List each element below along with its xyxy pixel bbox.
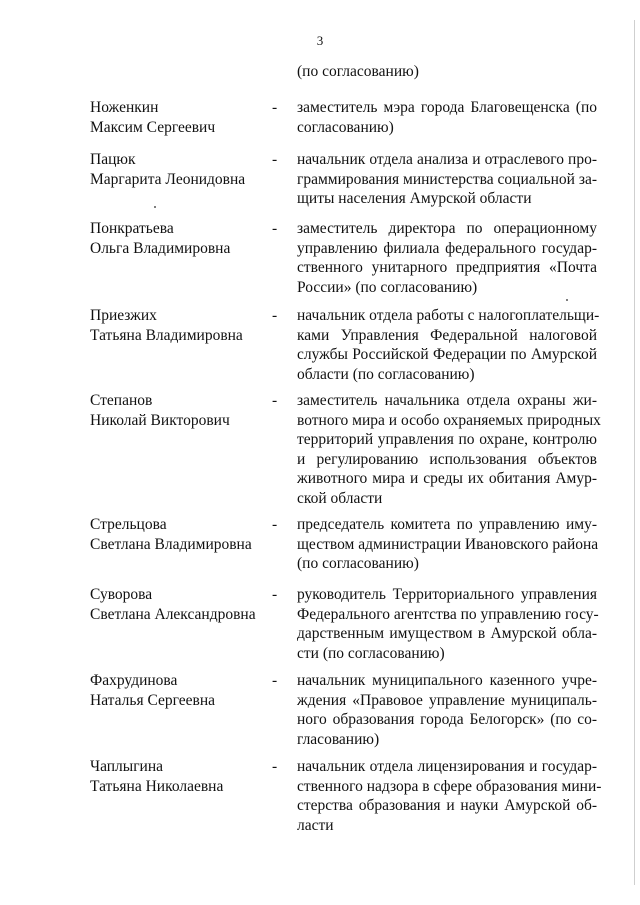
page-number: 3 xyxy=(316,33,324,48)
position-line: щиты населения Амурской области xyxy=(297,190,532,207)
position-line: председатель комитета по управлению иму- xyxy=(297,516,597,533)
member-surname: Приезжих xyxy=(90,307,157,324)
member-position xyxy=(297,757,602,835)
member-surname: Чаплыгина xyxy=(90,758,164,775)
position-line: вотного мира и особо охраняемых природных xyxy=(297,411,601,429)
separator-dash: - xyxy=(272,151,278,168)
position-line: начальник отдела работы с налогоплательщи- xyxy=(297,307,600,324)
position-line: ской области xyxy=(297,489,383,507)
member-given-names: Николай Викторович xyxy=(90,411,230,429)
member-position xyxy=(297,219,597,297)
position-line: службы Российской Федерации по Амурской xyxy=(297,346,597,363)
position-line: области (по согласованию) xyxy=(297,365,475,383)
separator-dash: - xyxy=(272,758,278,775)
position-line: стерства образования и науки Амурской об- xyxy=(297,797,597,814)
member-name xyxy=(90,757,260,796)
position-line: заместитель мэра города Благовещенска (по xyxy=(297,99,597,116)
position-line: гласованию) xyxy=(297,730,380,748)
member-position xyxy=(297,306,600,384)
position-line: территорий управления по охране, контролю xyxy=(297,431,597,448)
scan-edge-line xyxy=(634,20,635,885)
position-line: заместитель начальника отдела охраны жи- xyxy=(297,392,597,409)
position-line: России» (по согласованию) xyxy=(297,278,478,296)
member-name xyxy=(90,98,260,137)
separator-dash: - xyxy=(272,220,278,237)
member-given-names: Светлана Александровна xyxy=(90,605,256,623)
position-line: ществом администрации Ивановского района xyxy=(297,535,599,553)
member-name xyxy=(90,219,260,258)
position-line: согласованию) xyxy=(297,118,394,136)
member-position xyxy=(297,98,597,137)
member-surname: Суворова xyxy=(90,586,153,603)
member-name xyxy=(90,306,260,345)
separator-dash: - xyxy=(272,672,278,689)
separator-dash: - xyxy=(272,99,278,116)
position-line: ласти xyxy=(297,816,334,834)
member-position xyxy=(297,671,597,749)
position-line: Федерального агентства по управлению госу- xyxy=(297,605,599,623)
position-line: ждения «Правовое управление муниципаль- xyxy=(297,691,597,709)
member-given-names: Наталья Сергеевна xyxy=(90,691,216,709)
position-line: управлению филиала федерального государ- xyxy=(297,239,597,257)
member-name xyxy=(90,391,260,430)
member-name xyxy=(90,515,260,554)
position-line: сти (по согласованию) xyxy=(297,644,445,662)
member-surname: Фахрудинова xyxy=(90,672,178,689)
member-position xyxy=(297,391,601,508)
position-line: начальник муниципального казенного учре- xyxy=(297,672,597,689)
position-line: заместитель директора по операционному xyxy=(297,220,597,237)
member-surname: Стрельцова xyxy=(90,516,167,533)
position-line: начальник отдела лицензирования и государ- xyxy=(297,758,597,775)
member-position xyxy=(297,515,597,574)
member-given-names: Татьяна Владимировна xyxy=(90,326,243,344)
scan-speck xyxy=(566,299,568,301)
position-line: животного мира и среды их обитания Амур- xyxy=(297,470,597,487)
member-surname: Пацюк xyxy=(90,151,136,168)
position-line: и регулированию использования объектов xyxy=(297,450,597,468)
continuation-text: (по согласованию) xyxy=(297,63,419,80)
position-line: граммирования министерства социальной за- xyxy=(297,170,597,188)
separator-dash: - xyxy=(272,307,278,324)
position-line: руководитель Территориального управления xyxy=(297,586,597,603)
position-line: ками Управления Федеральной налоговой xyxy=(297,326,597,344)
member-given-names: Маргарита Леонидовна xyxy=(90,170,246,188)
position-line: ственного унитарного предприятия «Почта xyxy=(297,259,597,276)
separator-dash: - xyxy=(272,516,278,533)
member-given-names: Татьяна Николаевна xyxy=(90,777,224,795)
position-line: начальник отдела анализа и отраслевого про- xyxy=(297,151,597,168)
member-name xyxy=(90,671,260,710)
member-given-names: Светлана Владимировна xyxy=(90,535,252,553)
member-surname: Степанов xyxy=(90,392,153,409)
scan-speck xyxy=(154,206,156,208)
member-position xyxy=(297,585,597,663)
position-line: (по согласованию) xyxy=(297,555,419,572)
member-given-names: Максим Сергеевич xyxy=(90,118,216,136)
member-position xyxy=(297,150,597,209)
member-name xyxy=(90,585,260,624)
position-line: ственного надзора в сфере образования мини- xyxy=(297,777,602,795)
member-given-names: Ольга Владимировна xyxy=(90,239,231,257)
member-name xyxy=(90,150,260,189)
member-surname: Понкратьева xyxy=(90,220,174,237)
member-surname: Ноженкин xyxy=(90,99,159,116)
separator-dash: - xyxy=(272,586,278,603)
position-line: ного образования города Белогорск» (по со- xyxy=(297,711,597,728)
separator-dash: - xyxy=(272,392,278,409)
position-line: дарственным имуществом в Амурской обла- xyxy=(297,625,597,642)
